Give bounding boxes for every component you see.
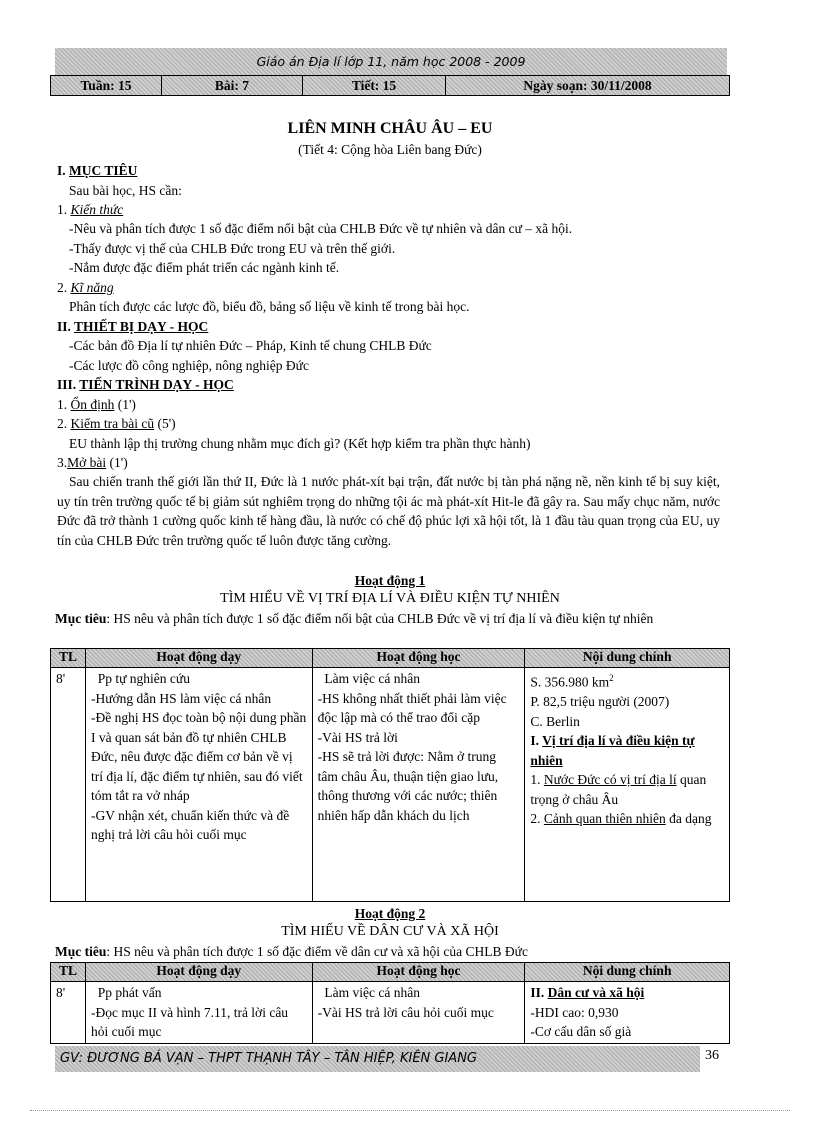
learning-line: -Vài HS trả lời xyxy=(317,729,398,745)
s1-knowledge-heading: 1. Kiến thức xyxy=(57,202,124,217)
learning-line: Làm việc cá nhân xyxy=(317,671,420,686)
th-learning: Hoạt động học xyxy=(312,963,525,982)
table-row xyxy=(51,668,730,902)
cell-teaching xyxy=(85,982,312,1044)
s1-k1: -Nêu và phân tích được 1 số đặc điểm nổi bật của CHLB Đức về tự nhiên và dân cư – xã hội. xyxy=(69,221,573,236)
section-2-heading: II. THIẾT BỊ DẠY - HỌC xyxy=(57,319,209,334)
activity-1-title: TÌM HIỂU VỀ VỊ TRÍ ĐỊA LÍ VÀ ĐIỀU KIỆN TỰ NHIÊN xyxy=(220,591,560,606)
teaching-line: -Hướng dẫn HS làm việc cá nhân xyxy=(90,690,272,706)
activity-2-title: TÌM HIỂU VỀ DÂN CƯ VÀ XÃ HỘI xyxy=(281,924,499,939)
content-point-1: 1. Nước Đức có vị trí địa lí quan trọng ở châu Âu xyxy=(530,772,707,807)
th-teaching: Hoạt động dạy xyxy=(85,963,312,982)
teaching-line: -Đọc mục II và hình 7.11, trả lời câu hỏi cuối mục xyxy=(90,1004,289,1039)
learning-line: -HS sẽ trả lời được: Nằm ở trung tâm châu Âu, thuận tiện giao lưu, thông thương với các nước; thiên nhiên hấp dẫn khách du lịch xyxy=(317,749,499,823)
s1-k3: -Nắm được đặc điểm phát triển các ngành kinh tế. xyxy=(69,260,340,275)
s3-b: 2. Kiểm tra bài cũ (5') xyxy=(57,416,176,431)
teaching-line: Pp phát vấn xyxy=(90,985,162,1000)
content-point-2: 2. Cảnh quan thiên nhiên đa dạng xyxy=(530,811,712,826)
s1-k2: -Thấy được vị thế của CHLB Đức trong EU và trên thế giới. xyxy=(69,241,396,256)
doc-subtitle: (Tiết 4: Cộng hòa Liên bang Đức) xyxy=(298,142,482,157)
cell-learning xyxy=(312,982,525,1044)
section-1-heading: I. MỤC TIÊU xyxy=(57,163,138,178)
activity-2-table xyxy=(50,962,730,1044)
cell-content xyxy=(525,668,730,902)
period-cell: Tiết: 15 xyxy=(303,76,446,95)
table-row xyxy=(51,982,730,1044)
s1-skill-heading: 2. Kĩ năng xyxy=(57,280,114,295)
activity-2-label: Hoạt động 2 xyxy=(354,906,426,921)
content-heading: II. Dân cư và xã hội xyxy=(530,985,645,1000)
th-learning: Hoạt động học xyxy=(312,649,525,668)
learning-line: -HS không nhất thiết phải làm việc độc lập mà có thể trao đổi cặp xyxy=(317,690,507,725)
teaching-line: -Đề nghị HS đọc toàn bộ nội dung phần I và quan sát bản đồ tự nhiên CHLB Đức, nêu được đặc điểm cơ bản về vị trí địa lí, đặc điểm tự nhiên, sau đó viết tóm tắt ra vở nháp xyxy=(90,710,307,803)
content-area: S. 356.980 $km^2$ xyxy=(530,673,614,690)
content-population: P. 82,5 triệu người (2007) xyxy=(530,694,670,709)
th-teaching: Hoạt động dạy xyxy=(85,649,312,668)
s3-b-question: EU thành lập thị trường chung nhằm mục đích gì? (Kết hợp kiểm tra phần thực hành) xyxy=(69,436,531,451)
table-header-row xyxy=(51,649,730,668)
s3-c-text: Sau chiến tranh thế giới lần thứ II, Đức là 1 nước phát-xít bại trận, đất nước bị tàn phá nặng nề, nền kinh tế bị suy kiệt, uy tín trên trường quốc tế bị giảm sút nghiêm trọng do những tội ác mà phát-xít Hit-le đã gây ra. Sau mấy chục năm, nước Đức đã trở thành 1 cường quốc kinh tế hàng đầu, là nước có chế độ phúc lợi xã hội tốt, là 1 đầu tàu quan trọng của EU, uy tín của CHLB Đức trên trường quốc tế luôn được tăng cường. xyxy=(57,474,720,548)
week-cell: Tuần: 15 xyxy=(51,76,162,95)
content-point-2: -Cơ cấu dân số già xyxy=(530,1024,632,1039)
section-3-heading: III. TIẾN TRÌNH DẠY - HỌC xyxy=(57,377,234,392)
th-tl: TL xyxy=(51,649,86,668)
content-heading: I. Vị trí địa lí và điều kiện tự nhiên xyxy=(530,733,695,768)
activity-2-objective: Mục tiêu: HS nêu và phân tích được 1 số đặc điểm về dân cư và xã hội của CHLB Đức xyxy=(55,944,528,959)
cell-teaching xyxy=(85,668,312,902)
s2-l2: -Các lược đồ công nghiệp, nông nghiệp Đức xyxy=(69,358,309,373)
content-capital: C. Berlin xyxy=(530,713,580,729)
activity-1-objective: Mục tiêu: HS nêu và phân tích được 1 số đặc điểm nổi bật của CHLB Đức về vị trí địa lí và điều kiện tự nhiên xyxy=(55,611,654,626)
page-number: 36 xyxy=(705,1048,719,1063)
date-cell: Ngày soạn: 30/11/2008 xyxy=(523,78,652,93)
meta-row xyxy=(50,75,730,96)
bottom-dotted-rule xyxy=(30,1110,790,1111)
s3-c: 3.Mở bài (1') xyxy=(57,455,128,470)
learning-line: -Vài HS trả lời câu hỏi cuối mục xyxy=(317,1004,494,1020)
header-title: Giáo án Địa lí lớp 11, năm học 2008 - 2009 xyxy=(55,48,727,75)
cell-time: 8' xyxy=(51,668,86,902)
s1-intro: Sau bài học, HS cần: xyxy=(69,183,182,198)
s2-l1: -Các bản đồ Địa lí tự nhiên Đức – Pháp, Kinh tế chung CHLB Đức xyxy=(69,338,432,353)
footer-author: GV: ĐƯƠNG BÁ VẠN – THPT THẠNH TÂY – TÂN HIỆP, KIÊN GIANG xyxy=(55,1046,700,1072)
activity-1-label: Hoạt động 1 xyxy=(354,573,426,588)
learning-line: Làm việc cá nhân xyxy=(317,985,420,1000)
cell-content xyxy=(525,982,730,1044)
th-content: Nội dung chính xyxy=(525,963,730,982)
table-header-row xyxy=(51,963,730,982)
th-tl: TL xyxy=(51,963,86,982)
cell-time: 8' xyxy=(51,982,86,1044)
doc-title: LIÊN MINH CHÂU ÂU – EU xyxy=(287,120,493,137)
lesson-cell: Bài: 7 xyxy=(162,76,303,95)
content-point-1: -HDI cao: 0,930 xyxy=(530,1004,619,1020)
th-content: Nội dung chính xyxy=(525,649,730,668)
teaching-line: -GV nhận xét, chuẩn kiến thức và đề nghị trả lời câu hỏi cuối mục xyxy=(90,807,290,842)
s3-a: 1. Ổn định (1') xyxy=(57,397,136,412)
teaching-line: Pp tự nghiên cứu xyxy=(90,671,190,686)
cell-learning xyxy=(312,668,525,902)
activity-1-table xyxy=(50,648,730,902)
s1-skill-1: Phân tích được các lược đồ, biểu đồ, bảng số liệu về kinh tế trong bài học. xyxy=(69,299,470,314)
